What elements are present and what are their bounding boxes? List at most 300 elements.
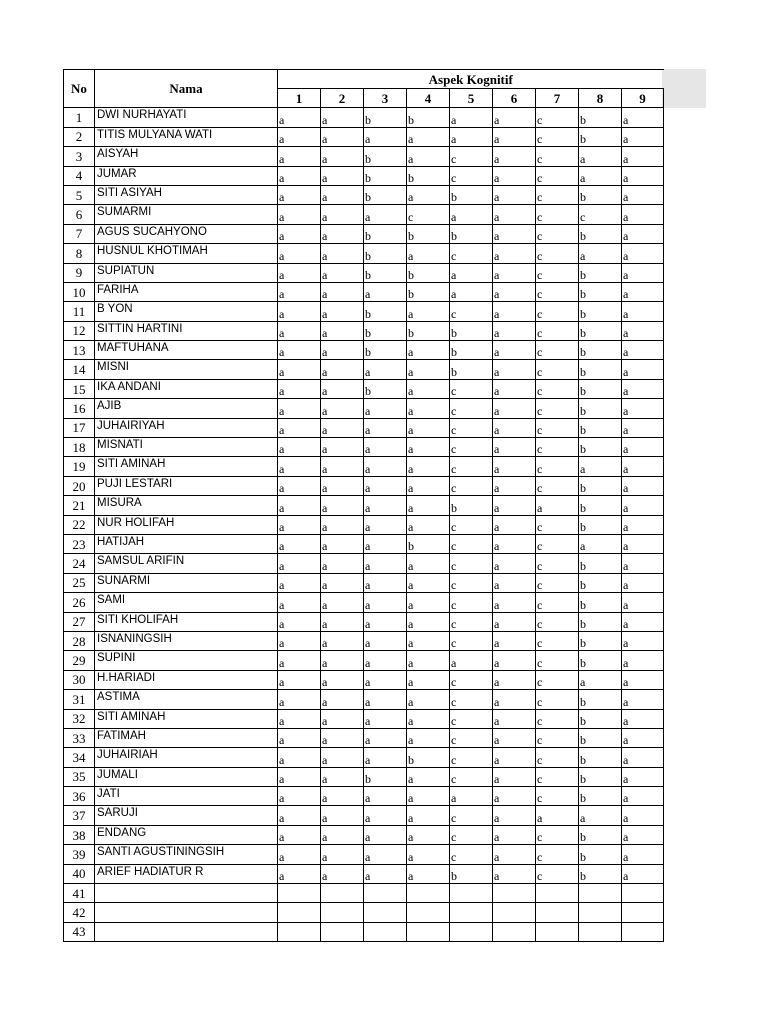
aspect-7-value: c <box>536 166 579 185</box>
aspect-6-value: a <box>493 457 536 476</box>
aspect-4-value: a <box>407 573 450 592</box>
aspect-8-value: b <box>579 496 622 515</box>
aspect-4-value: c <box>407 205 450 224</box>
aspect-2-value: a <box>321 302 364 321</box>
table-row <box>64 612 664 631</box>
aspect-3-value: a <box>364 709 407 728</box>
aspect-8-value: b <box>579 825 622 844</box>
aspect-5-value <box>450 884 493 903</box>
aspect-4-value: a <box>407 806 450 825</box>
row-number: 19 <box>64 457 95 476</box>
aspect-7-value: c <box>536 476 579 495</box>
aspect-8-value: a <box>579 244 622 263</box>
student-name: MISNATI <box>95 438 278 457</box>
aspect-5-value: c <box>450 748 493 767</box>
table-row <box>64 282 664 301</box>
aspect-1-value: a <box>278 147 321 166</box>
aspect-1-value: a <box>278 302 321 321</box>
aspect-6-value: a <box>493 864 536 883</box>
aspect-2-value: a <box>321 787 364 806</box>
table-row <box>64 224 664 243</box>
aspect-5-value: c <box>450 418 493 437</box>
aspect-5-value: c <box>450 457 493 476</box>
aspect-2-value: a <box>321 612 364 631</box>
aspect-4-value: b <box>407 224 450 243</box>
aspect-1-value: a <box>278 379 321 398</box>
aspect-5-value: b <box>450 185 493 204</box>
aspect-8-value: b <box>579 476 622 495</box>
aspect-5-value: c <box>450 534 493 553</box>
aspect-7-value: c <box>536 185 579 204</box>
aspect-7-value: c <box>536 864 579 883</box>
row-number: 26 <box>64 593 95 612</box>
student-name: AJIB <box>95 399 278 418</box>
row-number: 35 <box>64 767 95 786</box>
aspect-2-value: a <box>321 321 364 340</box>
aspect-7-value: c <box>536 728 579 747</box>
aspect-7-value: c <box>536 554 579 573</box>
student-name: ISNANINGSIH <box>95 631 278 650</box>
aspect-7-value <box>536 922 579 941</box>
aspect-9-value <box>622 884 664 903</box>
table-row <box>64 457 664 476</box>
aspect-8-value: b <box>579 864 622 883</box>
aspect-2-value: a <box>321 224 364 243</box>
aspect-5-value: a <box>450 127 493 146</box>
aspect-3-value: a <box>364 748 407 767</box>
table-row <box>64 748 664 767</box>
table-row <box>64 903 664 922</box>
aspect-4-value: a <box>407 728 450 747</box>
aspect-3-value: a <box>364 515 407 534</box>
aspect-1-value: a <box>278 476 321 495</box>
row-number: 32 <box>64 709 95 728</box>
aspect-4-value: a <box>407 399 450 418</box>
aspect-3-value: a <box>364 806 407 825</box>
aspect-3-value: a <box>364 282 407 301</box>
aspect-6-value: a <box>493 476 536 495</box>
aspect-1-value: a <box>278 205 321 224</box>
aspect-8-value: b <box>579 360 622 379</box>
aspect-1-value: a <box>278 670 321 689</box>
row-number: 2 <box>64 127 95 146</box>
student-name: SUPINI <box>95 651 278 670</box>
table-row <box>64 244 664 263</box>
aspect-8-value: b <box>579 554 622 573</box>
aspect-6-value: a <box>493 418 536 437</box>
aspect-7-value: c <box>536 360 579 379</box>
aspect-4-value: a <box>407 476 450 495</box>
aspect-1-value: a <box>278 573 321 592</box>
aspect-2-value <box>321 922 364 941</box>
aspect-6-value: a <box>493 728 536 747</box>
aspect-7-value <box>536 884 579 903</box>
aspect-3-value: a <box>364 728 407 747</box>
aspect-5-value: c <box>450 767 493 786</box>
aspect-6-value: a <box>493 185 536 204</box>
header-aspect-5: 5 <box>450 89 493 108</box>
aspect-8-value: b <box>579 651 622 670</box>
aspect-5-value: c <box>450 845 493 864</box>
aspect-9-value: a <box>622 845 664 864</box>
aspect-9-value: a <box>622 612 664 631</box>
table-row <box>64 864 664 883</box>
aspect-2-value: a <box>321 457 364 476</box>
row-number: 8 <box>64 244 95 263</box>
student-name <box>95 922 278 941</box>
aspect-5-value: c <box>450 379 493 398</box>
student-name: FATIMAH <box>95 728 278 747</box>
aspect-2-value: a <box>321 379 364 398</box>
aspect-2-value: a <box>321 728 364 747</box>
aspect-9-value: a <box>622 534 664 553</box>
aspect-2-value: a <box>321 127 364 146</box>
aspect-1-value: a <box>278 825 321 844</box>
aspect-9-value: a <box>622 418 664 437</box>
aspect-1-value: a <box>278 108 321 127</box>
aspect-2-value: a <box>321 748 364 767</box>
aspect-2-value: a <box>321 418 364 437</box>
aspect-4-value <box>407 884 450 903</box>
aspect-5-value: c <box>450 166 493 185</box>
aspect-3-value: a <box>364 496 407 515</box>
aspect-5-value: b <box>450 496 493 515</box>
aspect-5-value: a <box>450 651 493 670</box>
aspect-6-value: a <box>493 147 536 166</box>
aspect-8-value: b <box>579 302 622 321</box>
aspect-2-value: a <box>321 709 364 728</box>
aspect-7-value: c <box>536 651 579 670</box>
aspect-4-value: b <box>407 263 450 282</box>
row-number: 30 <box>64 670 95 689</box>
aspect-9-value: a <box>622 573 664 592</box>
aspect-6-value: a <box>493 127 536 146</box>
aspect-6-value <box>493 903 536 922</box>
aspect-5-value: c <box>450 670 493 689</box>
aspect-5-value: c <box>450 573 493 592</box>
aspect-7-value: c <box>536 147 579 166</box>
aspect-4-value: a <box>407 864 450 883</box>
table-row <box>64 670 664 689</box>
aspect-4-value: a <box>407 593 450 612</box>
aspect-8-value: b <box>579 379 622 398</box>
aspect-2-value: a <box>321 263 364 282</box>
aspect-7-value: c <box>536 205 579 224</box>
aspect-5-value: a <box>450 205 493 224</box>
aspect-7-value: c <box>536 534 579 553</box>
aspect-2-value: a <box>321 767 364 786</box>
aspect-6-value: a <box>493 767 536 786</box>
student-name: SITI AMINAH <box>95 457 278 476</box>
table-header <box>64 70 664 108</box>
aspect-2-value: a <box>321 670 364 689</box>
aspect-9-value: a <box>622 864 664 883</box>
student-name: JUHAIRIYAH <box>95 418 278 437</box>
table-row <box>64 651 664 670</box>
aspect-9-value <box>622 922 664 941</box>
aspect-4-value: a <box>407 127 450 146</box>
aspect-9-value: a <box>622 515 664 534</box>
student-name: ASTIMA <box>95 690 278 709</box>
aspect-7-value: c <box>536 748 579 767</box>
aspect-4-value: a <box>407 496 450 515</box>
aspect-8-value: b <box>579 263 622 282</box>
aspect-3-value: a <box>364 127 407 146</box>
row-number: 28 <box>64 631 95 650</box>
table-row <box>64 515 664 534</box>
aspect-6-value: a <box>493 593 536 612</box>
aspect-6-value: a <box>493 534 536 553</box>
aspect-6-value: a <box>493 438 536 457</box>
aspect-1-value: a <box>278 127 321 146</box>
table-row <box>64 496 664 515</box>
aspect-2-value: a <box>321 476 364 495</box>
aspect-8-value: b <box>579 631 622 650</box>
row-number: 4 <box>64 166 95 185</box>
aspect-3-value: a <box>364 631 407 650</box>
aspect-4-value <box>407 922 450 941</box>
row-number: 34 <box>64 748 95 767</box>
row-number: 31 <box>64 690 95 709</box>
aspect-3-value: a <box>364 360 407 379</box>
aspect-3-value <box>364 884 407 903</box>
student-name: DWI NURHAYATI <box>95 108 278 127</box>
aspect-5-value: a <box>450 282 493 301</box>
row-number: 24 <box>64 554 95 573</box>
aspect-5-value <box>450 903 493 922</box>
aspect-6-value: a <box>493 321 536 340</box>
row-number: 7 <box>64 224 95 243</box>
aspect-7-value: c <box>536 321 579 340</box>
aspect-1-value: a <box>278 651 321 670</box>
aspect-6-value: a <box>493 399 536 418</box>
aspect-4-value: a <box>407 302 450 321</box>
row-number: 29 <box>64 651 95 670</box>
aspect-9-value: a <box>622 438 664 457</box>
student-name: PUJI LESTARI <box>95 476 278 495</box>
aspect-3-value: a <box>364 573 407 592</box>
aspect-9-value: a <box>622 670 664 689</box>
aspect-4-value: a <box>407 631 450 650</box>
student-name: JUHAIRIAH <box>95 748 278 767</box>
aspect-7-value: c <box>536 593 579 612</box>
aspect-3-value: b <box>364 147 407 166</box>
student-name: ENDANG <box>95 825 278 844</box>
row-number: 42 <box>64 903 95 922</box>
aspect-1-value: a <box>278 748 321 767</box>
aspect-6-value: a <box>493 108 536 127</box>
aspect-3-value: a <box>364 845 407 864</box>
aspect-1-value: a <box>278 438 321 457</box>
aspect-2-value: a <box>321 108 364 127</box>
aspect-6-value: a <box>493 690 536 709</box>
aspect-3-value: b <box>364 108 407 127</box>
aspect-4-value: a <box>407 767 450 786</box>
aspect-5-value: b <box>450 864 493 883</box>
table-row <box>64 108 664 127</box>
aspect-1-value: a <box>278 690 321 709</box>
aspect-9-value: a <box>622 205 664 224</box>
row-number: 18 <box>64 438 95 457</box>
aspect-7-value: c <box>536 515 579 534</box>
aspect-5-value: b <box>450 360 493 379</box>
aspect-4-value: a <box>407 554 450 573</box>
row-number: 38 <box>64 825 95 844</box>
student-name: SUPIATUN <box>95 263 278 282</box>
aspect-3-value: a <box>364 205 407 224</box>
student-name: SITI AMINAH <box>95 709 278 728</box>
row-number: 33 <box>64 728 95 747</box>
aspect-1-value: a <box>278 554 321 573</box>
aspect-4-value: a <box>407 438 450 457</box>
table-row <box>64 922 664 941</box>
aspect-1-value <box>278 884 321 903</box>
row-number: 3 <box>64 147 95 166</box>
aspect-2-value: a <box>321 651 364 670</box>
aspect-7-value: c <box>536 341 579 360</box>
aspect-4-value: a <box>407 457 450 476</box>
aspect-1-value: a <box>278 612 321 631</box>
aspect-7-value: c <box>536 282 579 301</box>
aspect-8-value: a <box>579 534 622 553</box>
aspect-8-value: a <box>579 166 622 185</box>
aspect-5-value: c <box>450 593 493 612</box>
aspect-9-value: a <box>622 185 664 204</box>
row-number: 36 <box>64 787 95 806</box>
table-row <box>64 728 664 747</box>
aspect-2-value: a <box>321 282 364 301</box>
aspect-6-value: a <box>493 302 536 321</box>
aspect-7-value: c <box>536 302 579 321</box>
student-name: SUNARMI <box>95 573 278 592</box>
aspect-2-value: a <box>321 244 364 263</box>
aspect-6-value: a <box>493 496 536 515</box>
aspect-4-value: b <box>407 108 450 127</box>
aspect-9-value <box>622 903 664 922</box>
aspect-8-value: b <box>579 399 622 418</box>
aspect-4-value: a <box>407 825 450 844</box>
aspect-2-value: a <box>321 825 364 844</box>
aspect-3-value: a <box>364 612 407 631</box>
aspect-3-value: a <box>364 593 407 612</box>
aspect-6-value: a <box>493 341 536 360</box>
aspect-1-value: a <box>278 341 321 360</box>
student-name: SITI ASIYAH <box>95 185 278 204</box>
row-number: 16 <box>64 399 95 418</box>
aspect-8-value: b <box>579 224 622 243</box>
student-name: SARUJI <box>95 806 278 825</box>
row-number: 27 <box>64 612 95 631</box>
aspect-1-value: a <box>278 360 321 379</box>
aspect-4-value: a <box>407 670 450 689</box>
aspect-5-value: c <box>450 709 493 728</box>
aspect-9-value: a <box>622 166 664 185</box>
aspect-9-value: a <box>622 341 664 360</box>
aspect-9-value: a <box>622 709 664 728</box>
aspect-4-value <box>407 903 450 922</box>
aspect-9-value: a <box>622 728 664 747</box>
header-aspect-6: 6 <box>493 89 536 108</box>
table-row <box>64 476 664 495</box>
aspect-4-value: b <box>407 166 450 185</box>
aspect-3-value: a <box>364 534 407 553</box>
aspect-5-value: c <box>450 244 493 263</box>
aspect-6-value: a <box>493 651 536 670</box>
aspect-1-value <box>278 903 321 922</box>
table-row <box>64 573 664 592</box>
aspect-1-value: a <box>278 534 321 553</box>
aspect-3-value: a <box>364 864 407 883</box>
aspect-8-value: a <box>579 147 622 166</box>
aspect-9-value: a <box>622 651 664 670</box>
student-name: SUMARMI <box>95 205 278 224</box>
aspect-3-value: a <box>364 651 407 670</box>
table-row <box>64 321 664 340</box>
table-row <box>64 185 664 204</box>
aspect-4-value: b <box>407 748 450 767</box>
student-name: SANTI AGUSTININGSIH <box>95 845 278 864</box>
aspect-9-value: a <box>622 379 664 398</box>
aspect-2-value: a <box>321 845 364 864</box>
aspect-2-value: a <box>321 360 364 379</box>
row-number: 5 <box>64 185 95 204</box>
aspect-8-value: b <box>579 748 622 767</box>
aspect-3-value: b <box>364 767 407 786</box>
aspect-8-value: b <box>579 127 622 146</box>
aspect-1-value: a <box>278 631 321 650</box>
aspect-5-value: c <box>450 806 493 825</box>
aspect-7-value: c <box>536 263 579 282</box>
header-aspect-9: 9 <box>622 89 664 108</box>
aspect-4-value: a <box>407 845 450 864</box>
aspect-2-value: a <box>321 593 364 612</box>
row-number: 12 <box>64 321 95 340</box>
aspect-3-value: a <box>364 554 407 573</box>
aspect-7-value: c <box>536 379 579 398</box>
table-row <box>64 593 664 612</box>
aspect-9-value: a <box>622 476 664 495</box>
aspect-1-value: a <box>278 282 321 301</box>
table-row <box>64 554 664 573</box>
aspect-4-value: a <box>407 360 450 379</box>
aspect-6-value: a <box>493 670 536 689</box>
student-name: ARIEF HADIATUR R <box>95 864 278 883</box>
aspect-1-value: a <box>278 709 321 728</box>
aspect-1-value: a <box>278 515 321 534</box>
aspect-4-value: b <box>407 321 450 340</box>
row-number: 13 <box>64 341 95 360</box>
student-name: AISYAH <box>95 147 278 166</box>
row-number: 21 <box>64 496 95 515</box>
aspect-3-value: a <box>364 825 407 844</box>
aspect-5-value: c <box>450 438 493 457</box>
aspect-8-value: b <box>579 282 622 301</box>
header-aspect-7: 7 <box>536 89 579 108</box>
aspect-2-value <box>321 884 364 903</box>
aspect-9-value: a <box>622 224 664 243</box>
aspect-7-value: c <box>536 709 579 728</box>
aspect-9-value: a <box>622 690 664 709</box>
table-row <box>64 147 664 166</box>
aspect-8-value: b <box>579 438 622 457</box>
aspect-8-value: b <box>579 108 622 127</box>
aspect-6-value: a <box>493 515 536 534</box>
aspect-7-value: c <box>536 224 579 243</box>
table-row <box>64 418 664 437</box>
table-row <box>64 825 664 844</box>
student-name: B YON <box>95 302 278 321</box>
aspect-7-value: c <box>536 127 579 146</box>
